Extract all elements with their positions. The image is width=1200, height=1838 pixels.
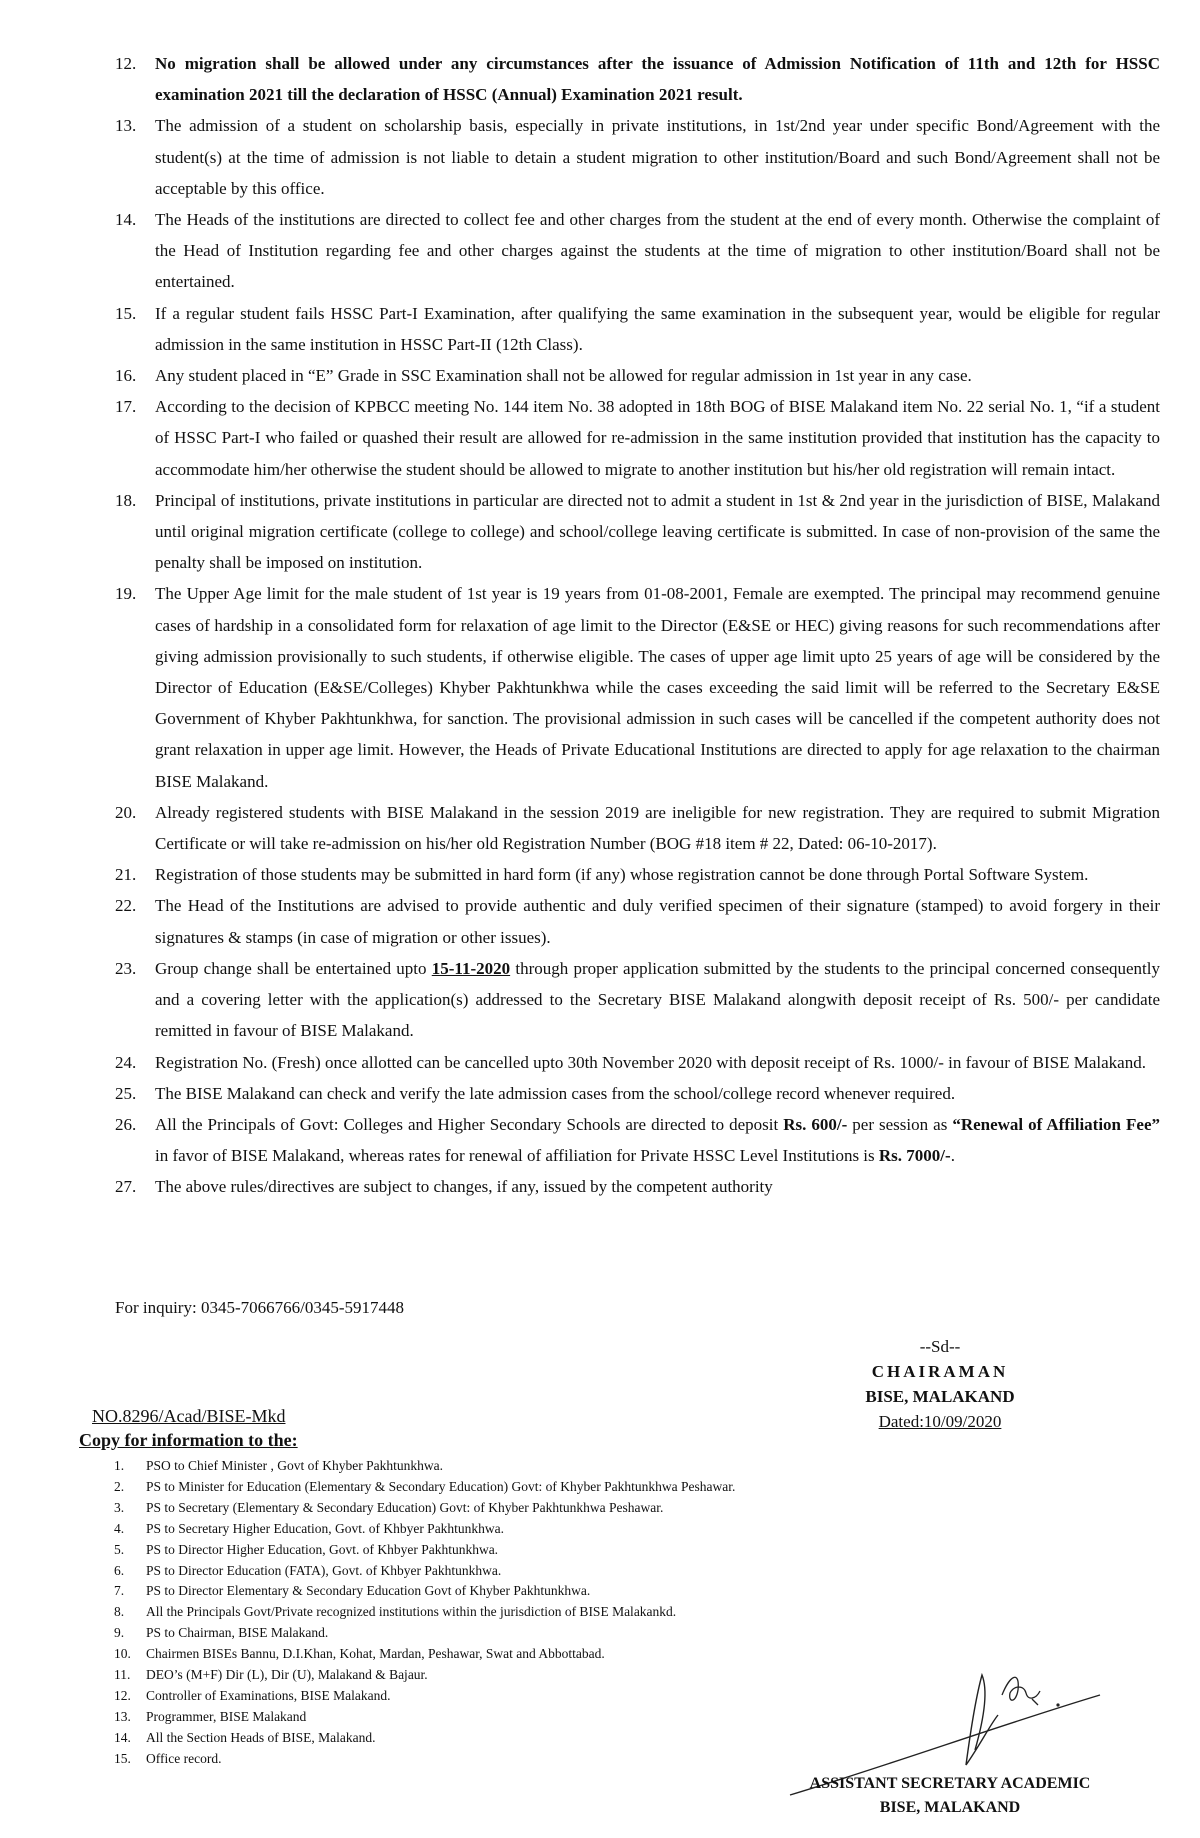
directive-item (115, 1078, 1160, 1109)
list-item: 3. PS to Secretary (Elementary & Secondary Education) Govt: of Khyber Pakhtunkhwa Peshawar. (114, 1499, 664, 1515)
signature-date: Dated:10/09/2020 (878, 1412, 1002, 1431)
directive-number: 20. (115, 802, 137, 822)
directive-text: Any student placed in “E” Grade in SSC Examination shall not be allowed for regular admission in 1st year in any case. (155, 366, 972, 386)
directive-text: The Heads of the institutions are directed to collect fee and other charges from the student at the end of every month. Otherwise the complaint of the Head of Institution regarding fee and other charges against the students at the time of migration to other institution/Board shall not be entertained. (155, 210, 1160, 292)
directive-item (115, 953, 1160, 1047)
directive-number: 27. (115, 1177, 137, 1197)
directive-number: 24. (115, 1052, 137, 1072)
directive-number: 21. (115, 865, 137, 885)
directive-item (115, 797, 1160, 859)
directive-item (115, 890, 1160, 952)
directive-text: The above rules/directives are subject to changes, if any, issued by the competent authority (155, 1177, 773, 1197)
list-item: 2. PS to Minister for Education (Elementary & Secondary Education) Govt: of Khyber Pakhtunkhwa Peshawar. (114, 1478, 736, 1494)
directive-text: Group change shall be entertained upto 15-11-2020 through proper application submitted by the students to the principal concerned consequently and a covering letter with the application(s) addressed to the Secretary BISE Malakand alongwith deposit receipt of Rs. 500/- per candidate remitted in favour of BISE Malakand. (155, 958, 1160, 1041)
directive-text: According to the decision of KPBCC meeting No. 144 item No. 38 adopted in 18th BOG of BISE Malakand item No. 22 serial No. 1, “if a student of HSSC Part-I who failed or quashed their result are allowed for re-admission in the same institution provided that institution has the capacity to accommodate him/her otherwise the student should be allowed to migrate to another institution but his/her old registration will remain intact. (155, 397, 1160, 479)
signatory-title: CHAIRAMAN (871, 1362, 1009, 1381)
directive-text: The Head of the Institutions are advised to provide authentic and duly verified specimen of their signature (stamped) to avoid forgery in their signatures & stamps (in case of migration or other issues). (155, 896, 1160, 947)
directive-item (115, 859, 1160, 890)
directive-number: 12. (115, 54, 137, 73)
list-item: 6. PS to Director Education (FATA), Govt. of Khbyer Pakhtunkhwa. (114, 1562, 502, 1578)
directive-number: 26. (115, 1114, 137, 1134)
directive-text: The BISE Malakand can check and verify the late admission cases from the school/college record whenever required. (155, 1083, 956, 1103)
copy-recipients-list (114, 1456, 735, 1770)
directive-text: All the Principals of Govt: Colleges and Higher Secondary Schools are directed to deposit Rs. 600/- per session as “Renewal of Affiliation Fee” in favor of BISE Malakand, whereas rates for renewal of affiliation for Private HSSC Level Institutions is Rs. 7000/-. (155, 1114, 1160, 1166)
renewal-fee-label: “Renewal of Affiliation Fee” (952, 1114, 1160, 1134)
directive-number: 17. (115, 397, 137, 417)
list-item: 15. Office record. (114, 1750, 222, 1766)
assistant-title: ASSISTANT SECRETARY ACADEMIC (809, 1775, 1091, 1792)
list-item: 4. PS to Secretary Higher Education, Govt. of Khbyer Pakhtunkhwa. (114, 1520, 505, 1536)
directive-item (115, 204, 1160, 298)
directive-item (115, 1109, 1160, 1171)
directive-text: Principal of institutions, private institutions in particular are directed not to admit a student in 1st & 2nd year in the jurisdiction of BISE, Malakand until original migration certificate (college to college) and school/college leaving certificate is submitted. In case of non-provision of the same the penalty shall be imposed on institution. (155, 490, 1160, 573)
directive-number: 14. (115, 210, 137, 230)
directive-number: 19. (115, 584, 137, 604)
copy-heading: Copy for information to the: (79, 1430, 298, 1450)
inquiry-contact: For inquiry: 0345-7066766/0345-5917448 (115, 1298, 404, 1317)
directive-item (115, 360, 1160, 391)
list-item: 12. Controller of Examinations, BISE Malakand. (114, 1687, 391, 1703)
directive-number: 15. (115, 303, 137, 323)
signed-mark: --Sd-- (919, 1337, 961, 1356)
directive-item (115, 578, 1160, 796)
list-item: 5. PS to Director Higher Education, Govt. of Khbyer Pakhtunkhwa. (114, 1541, 499, 1557)
directive-item (115, 485, 1160, 579)
directive-number: 25. (115, 1083, 137, 1103)
list-item: 1. PSO to Chief Minister , Govt of Khyber Pakhtunkhwa. (114, 1458, 443, 1473)
directive-text: No migration shall be allowed under any circumstances after the issuance of Admission Notification of 11th and 12th for HSSC examination 2021 till the declaration of HSSC (Annual) Examination 2021 result. (155, 54, 1160, 105)
directives-list (115, 48, 1160, 1203)
directive-number: 18. (115, 490, 137, 510)
list-item: 7. PS to Director Elementary & Secondary Education Govt of Khyber Pakhtunkhwa. (114, 1583, 591, 1599)
directive-text: Registration No. (Fresh) once allotted can be cancelled upto 30th November 2020 with deposit receipt of Rs. 1000/- in favour of BISE Malakand. (155, 1052, 1146, 1072)
list-item: 11. DEO’s (M+F) Dir (L), Dir (U), Malakand & Bajaur. (114, 1667, 428, 1683)
group-change-deadline: 15-11-2020 (431, 958, 511, 978)
reference-number: NO.8296/Acad/BISE-Mkd (92, 1406, 286, 1426)
directive-item (115, 298, 1160, 360)
directive-item (115, 391, 1160, 485)
directive-item (115, 1047, 1160, 1078)
private-renewal-amount: Rs. 7000/- (878, 1146, 951, 1166)
directive-number: 23. (115, 958, 137, 978)
list-item: 8. All the Principals Govt/Private recognized institutions within the jurisdiction of BISE Malakankd. (114, 1604, 677, 1620)
directive-text: The Upper Age limit for the male student of 1st year is 19 years from 01-08-2001, Female are exempted. The principal may recommend genuine cases of hardship in a consolidated form for relaxation of age limit to the Director (E&SE or HEC) giving reasons for such recommendations after giving admission provisionally to such students, if otherwise eligible. The cases of upper age limit upto 25 years of age will be considered by the Director of Education (E&SE/Colleges) Khyber Pakhtunkhwa while the cases exceeding the said limit will be referred to the Secretary E&SE Government of Khyber Pakhtunkhwa, for sanction. The provisional admission in such cases will be cancelled if the competent authority does not grant relaxation in upper age limit. However, the Heads of Private Educational Institutions are directed to apply for age relaxation to the chairman BISE Malakand. (155, 584, 1160, 791)
assistant-org: BISE, MALAKAND (879, 1799, 1021, 1816)
directive-text: If a regular student fails HSSC Part-I Examination, after qualifying the same examination in the subsequent year, would be eligible for regular admission in the same institution in HSSC Part-II (12th Class). (155, 303, 1160, 354)
list-item: 10. Chairmen BISEs Bannu, D.I.Khan, Kohat, Mardan, Peshawar, Swat and Abbottabad. (114, 1646, 605, 1662)
directive-text: The admission of a student on scholarship basis, especially in private institutions, in 1st/2nd year under specific Bond/Agreement with the student(s) at the time of admission is not liable to detain a student migration to other institution/Board and such Bond/Agreement shall not be acceptable by this office. (155, 116, 1160, 198)
directive-number: 13. (115, 116, 137, 136)
directive-number: 16. (115, 366, 137, 386)
list-item: 14. All the Section Heads of BISE, Malakand. (114, 1729, 376, 1745)
directive-item (115, 48, 1160, 110)
directive-number: 22. (115, 896, 137, 916)
directive-text: Already registered students with BISE Malakand in the session 2019 are ineligible for new registration. They are required to submit Migration Certificate or will take re-admission on his/her old Registration Number (BOG #18 item # 22, Dated: 06-10-2017). (155, 802, 1160, 854)
directive-item (115, 1171, 1160, 1202)
directive-item (115, 110, 1160, 204)
list-item: 9. PS to Chairman, BISE Malakand. (114, 1625, 329, 1641)
assistant-secretary-block (790, 1772, 1110, 1820)
govt-renewal-amount: Rs. 600/- (783, 1114, 848, 1134)
directive-text: Registration of those students may be submitted in hard form (if any) whose registration cannot be done through Portal Software System. (155, 865, 1089, 885)
signatory-org: BISE, MALAKAND (865, 1387, 1015, 1406)
chairman-signature-block (830, 1334, 1050, 1434)
list-item: 13. Programmer, BISE Malakand (114, 1708, 307, 1724)
